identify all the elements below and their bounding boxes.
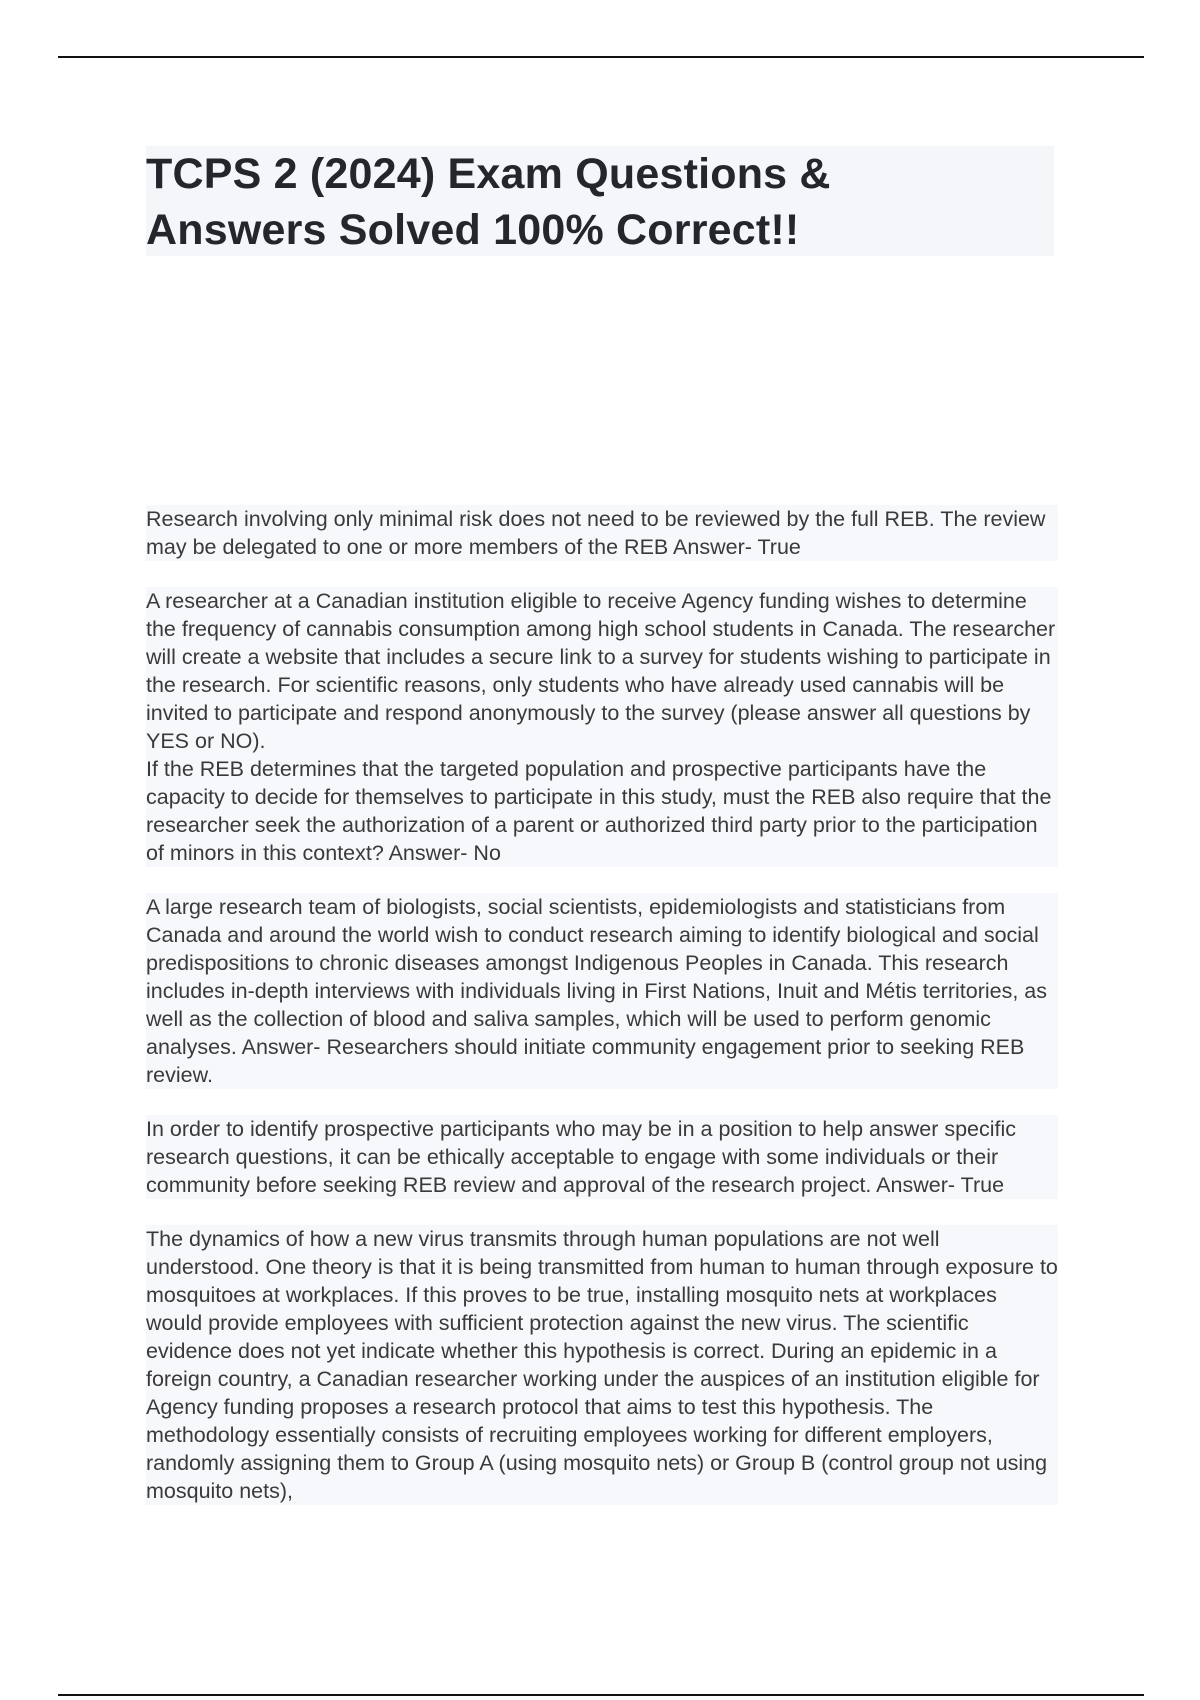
qa-text: A large research team of biologists, social scientists, epidemiologists and statisticians from Canada and around the world wish to conduct research aiming to identify biological and social predispositions to chronic diseases amongst Indigenous Peoples in Canada. This research includes in-depth interviews with individuals living in First Nations, Inuit and Métis territories, as well as the collection of blood and saliva samples, which will be used to perform genomic analyses. Answer- Researchers should initiate community engagement prior to seeking REB review.	[146, 895, 1047, 1087]
title-block	[146, 146, 1054, 256]
qa-item-2	[146, 587, 1058, 867]
qa-item-5	[146, 1225, 1058, 1505]
bottom-rule	[58, 1694, 1144, 1696]
top-rule	[58, 56, 1144, 58]
qa-item-1	[146, 505, 1058, 561]
qa-item-3	[146, 893, 1058, 1089]
qa-content	[146, 505, 1058, 1531]
qa-text: A researcher at a Canadian institution eligible to receive Agency funding wishes to determine the frequency of cannabis consumption among high school students in Canada. The researcher will create a website that includes a secure link to a survey for students wishing to participate in the research. For scientific reasons, only students who have already used cannabis will be invited to participate and respond anonymously to the survey (please answer all questions by YES or NO).	[146, 589, 1056, 753]
qa-text: Research involving only minimal risk does not need to be reviewed by the full REB. The review may be delegated to one or more members of the REB Answer- True	[146, 507, 1046, 559]
qa-text: The dynamics of how a new virus transmits through human populations are not well understood. One theory is that it is being transmitted from human to human through exposure to mosquitoes at workplaces. If this proves to be true, installing mosquito nets at workplaces would provide employees with sufficient protection against the new virus. The scientific evidence does not yet indicate whether this hypothesis is correct. During an epidemic in a foreign country, a Canadian researcher working under the auspices of an institution eligible for Agency funding proposes a research protocol that aims to test this hypothesis. The methodology essentially consists of recruiting employees working for different employers, randomly assigning them to Group A (using mosquito nets) or Group B (control group not using mosquito nets),	[146, 1227, 1058, 1503]
title-line-2: Answers Solved 100% Correct!!	[146, 206, 800, 254]
qa-item-4	[146, 1115, 1058, 1199]
qa-text: In order to identify prospective participants who may be in a position to help answer specific research questions, it can be ethically acceptable to engage with some individuals or their community before seeking REB review and approval of the research project. Answer- True	[146, 1117, 1017, 1197]
title-line-1: TCPS 2 (2024) Exam Questions &	[146, 150, 831, 198]
document-title	[146, 146, 1054, 258]
qa-text: If the REB determines that the targeted population and prospective participants have the capacity to decide for themselves to participate in this study, must the REB also require that the researcher seek the authorization of a parent or authorized third party prior to the participation of minors in this context? Answer- No	[146, 757, 1052, 865]
